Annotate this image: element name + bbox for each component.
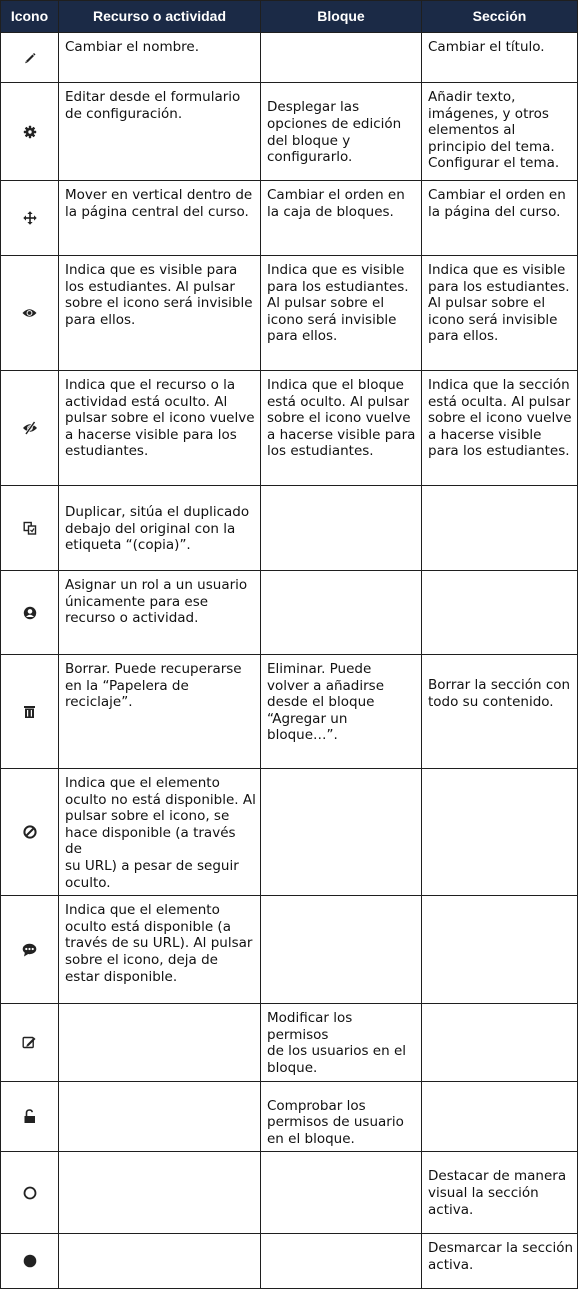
- user-role-icon-cell: [1, 571, 59, 655]
- header-row: [1, 1, 578, 33]
- eye-icon-cell: [1, 256, 59, 371]
- cell-block: [261, 1152, 422, 1234]
- cell-resource: [59, 371, 261, 486]
- cell-text: Asignar un rol a un usuario únicamente para ese recurso o actividad.: [65, 577, 248, 627]
- pencil-icon-cell: [1, 33, 59, 83]
- cell-section: [422, 571, 578, 655]
- cell-block: [261, 896, 422, 1004]
- cell-section: [422, 33, 578, 83]
- cell-section: [422, 1152, 578, 1234]
- cell-text: Añadir texto, imágenes, y otros elementos al principio del tema. Configurar el tema.: [428, 89, 560, 172]
- duplicate-icon-cell: [1, 486, 59, 571]
- cell-block: [261, 33, 422, 83]
- header-icon: Icono: [1, 1, 59, 33]
- cell-text: Indica que el bloque está oculto. Al pulsar sobre el icono vuelve a hacerse visible para los estudiantes.: [267, 377, 416, 460]
- cell-resource: [59, 256, 261, 371]
- eye-slash-icon: [22, 421, 38, 435]
- circle-filled-icon: [23, 1254, 37, 1268]
- cell-text: Cambiar el orden en la caja de bloques.: [267, 187, 405, 220]
- duplicate-icon: [23, 521, 37, 535]
- cell-block: [261, 571, 422, 655]
- cell-text: Indica que el recurso o la actividad está oculto. Al pulsar sobre el icono vuelve a hacerse visible para los estudiantes.: [65, 377, 255, 460]
- cell-text: Editar desde el formulario de configuración.: [65, 89, 241, 122]
- cell-section: [422, 371, 578, 486]
- move-arrows-icon: [23, 211, 37, 225]
- cell-section: [422, 486, 578, 571]
- cell-text: Desplegar las opciones de edición del bloque y configurarlo.: [267, 99, 402, 166]
- cell-block: [261, 769, 422, 896]
- user-role-icon: [23, 606, 37, 620]
- cell-text: Eliminar. Puede volver a añadirse desde el bloque “Agregar un bloque…”.: [267, 661, 385, 744]
- gear-icon-cell: [1, 83, 59, 181]
- cell-resource: [59, 896, 261, 1004]
- cell-section: [422, 1081, 578, 1152]
- cell-resource: [59, 769, 261, 896]
- unlock-icon-cell: [1, 1081, 59, 1152]
- cell-text: Cambiar el nombre.: [65, 39, 200, 55]
- table-row: [1, 371, 578, 486]
- circle-outline-icon-cell: [1, 1152, 59, 1234]
- cell-text: Cambiar el orden en la página del curso.: [428, 187, 566, 220]
- trash-icon-cell: [1, 655, 59, 769]
- cell-resource: [59, 571, 261, 655]
- cell-text: Indica que es visible para los estudiantes. Al pulsar sobre el icono será invisible para ellos.: [65, 262, 253, 328]
- cell-block: [261, 256, 422, 371]
- cell-text: Indica que es visible para los estudiantes. Al pulsar sobre el icono será invisible para ellos.: [267, 262, 409, 345]
- eye-slash-icon-cell: [1, 371, 59, 486]
- cell-section: [422, 769, 578, 896]
- cell-resource: [59, 33, 261, 83]
- cell-text: Mover en vertical dentro de la página central del curso.: [65, 187, 253, 220]
- cell-section: [422, 655, 578, 769]
- cell-text: Borrar. Puede recuperarse en la “Papelera de reciclaje”.: [65, 661, 242, 711]
- cell-block: [261, 371, 422, 486]
- gear-icon: [23, 125, 37, 139]
- cell-block: [261, 486, 422, 571]
- table-row: [1, 1081, 578, 1152]
- speech-bubble-icon-cell: [1, 896, 59, 1004]
- cell-section: [422, 83, 578, 181]
- edit-permissions-icon-cell: [1, 1004, 59, 1081]
- cell-text: Destacar de manera visual la sección activa.: [428, 1168, 567, 1218]
- table-row: [1, 655, 578, 769]
- cell-section: [422, 1004, 578, 1081]
- cell-block: [261, 1004, 422, 1081]
- cell-text: Indica que es visible para los estudiantes. Al pulsar sobre el icono será invisible para ellos.: [428, 262, 570, 345]
- cell-resource: [59, 1152, 261, 1234]
- circle-outline-icon: [23, 1186, 37, 1200]
- cell-text: Desmarcar la sección activa.: [428, 1240, 574, 1273]
- cell-resource: [59, 1004, 261, 1081]
- speech-bubble-icon: [22, 943, 37, 957]
- table-row: [1, 896, 578, 1004]
- ban-icon-cell: [1, 769, 59, 896]
- table-row: [1, 1152, 578, 1234]
- edit-permissions-icon: [22, 1035, 37, 1049]
- cell-section: [422, 1234, 578, 1289]
- cell-resource: [59, 1234, 261, 1289]
- table-row: [1, 181, 578, 256]
- eye-icon: [22, 307, 37, 319]
- cell-resource: [59, 655, 261, 769]
- table-row: [1, 1234, 578, 1289]
- unlock-icon: [23, 1109, 37, 1124]
- cell-block: [261, 655, 422, 769]
- cell-resource: [59, 181, 261, 256]
- cell-text: Cambiar el título.: [428, 39, 545, 55]
- cell-text: Comprobar los permisos de usuario en el bloque.: [267, 1097, 404, 1147]
- header-section: Sección: [422, 1, 578, 33]
- cell-block: [261, 83, 422, 181]
- cell-resource: [59, 83, 261, 181]
- table-row: [1, 571, 578, 655]
- table-row: [1, 486, 578, 571]
- cell-text: Indica que la sección está oculta. Al pulsar sobre el icono vuelve a hacerse visible para los estudiantes.: [428, 377, 572, 460]
- cell-block: [261, 1081, 422, 1152]
- cell-block: [261, 181, 422, 256]
- circle-filled-icon-cell: [1, 1234, 59, 1289]
- cell-block: [261, 1234, 422, 1289]
- pencil-icon: [23, 51, 37, 65]
- cell-resource: [59, 486, 261, 571]
- cell-section: [422, 181, 578, 256]
- header-resource: Recurso o actividad: [59, 1, 261, 33]
- header-block: Bloque: [261, 1, 422, 33]
- cell-text: Indica que el elemento oculto está disponible (a través de su URL). Al pulsar sobre el icono, deja de estar disponible.: [65, 902, 253, 985]
- table-row: [1, 33, 578, 83]
- cell-section: [422, 256, 578, 371]
- move-arrows-icon-cell: [1, 181, 59, 256]
- table-row: [1, 256, 578, 371]
- cell-text: Modificar los permisos de los usuarios en el bloque.: [267, 1010, 407, 1076]
- table-row: [1, 83, 578, 181]
- table-row: [1, 769, 578, 896]
- cell-text: Duplicar, sitúa el duplicado debajo del original con la etiqueta “(copia)”.: [65, 504, 250, 554]
- cell-resource: [59, 1081, 261, 1152]
- cell-text: Indica que el elemento oculto no está disponible. Al pulsar sobre el icono, se hace disponible (a través de su URL) a pesar de seguir oculto.: [65, 775, 256, 891]
- table-row: [1, 1004, 578, 1081]
- trash-icon: [23, 705, 36, 719]
- cell-section: [422, 896, 578, 1004]
- cell-text: Borrar la sección con todo su contenido.: [428, 677, 571, 710]
- ban-icon: [23, 825, 37, 839]
